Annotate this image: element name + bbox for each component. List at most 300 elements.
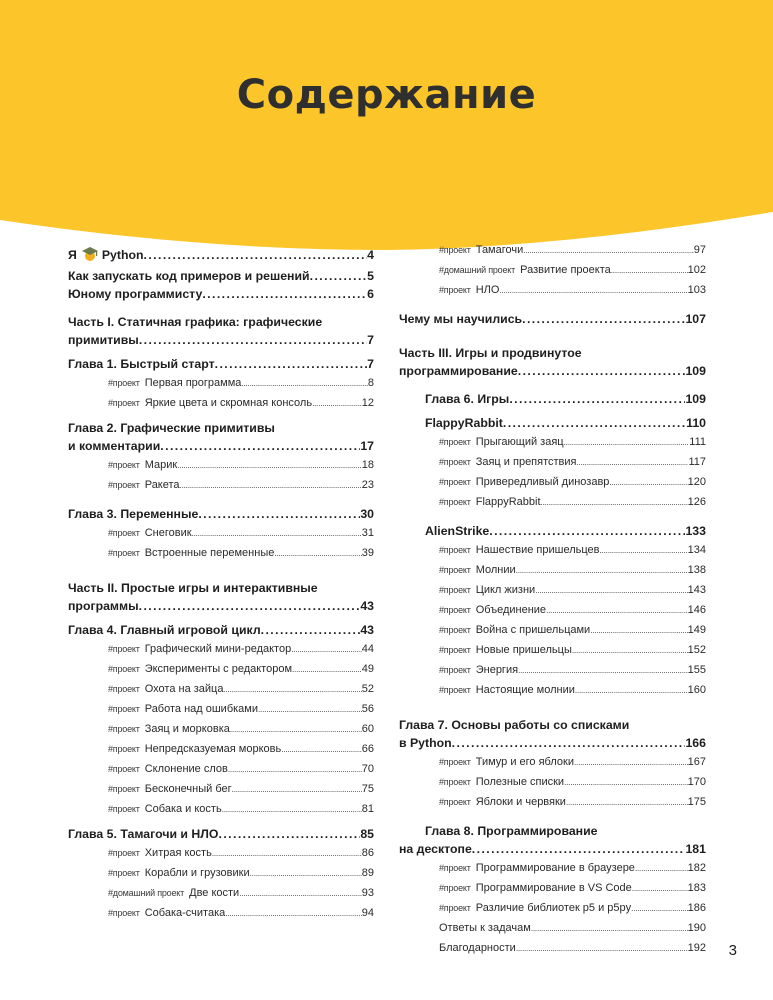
project-tag: #проект	[108, 548, 140, 558]
dot-leader	[177, 456, 362, 476]
toc-entry[interactable]	[68, 267, 374, 285]
entry-title-text: Различие библиотек p5 и p5py	[475, 902, 632, 914]
page-ref: 186	[687, 902, 706, 914]
entry-title-text: Новые пришельцы	[475, 644, 572, 656]
toc-section-heading[interactable]	[399, 822, 706, 858]
page-ref: 30	[360, 507, 374, 521]
project-tag: #проект	[108, 724, 140, 734]
toc-project-entry[interactable]	[108, 843, 374, 863]
entry-title	[439, 858, 635, 878]
toc-entry[interactable]	[68, 825, 374, 843]
entry-title: Юному программисту	[68, 287, 203, 301]
dot-leader	[312, 394, 362, 414]
dot-leader	[600, 541, 688, 561]
toc-project-entry[interactable]	[439, 620, 706, 640]
entry-title	[108, 393, 312, 413]
dot-leader	[215, 355, 368, 373]
page-ref: 120	[687, 476, 706, 488]
dot-leader	[225, 904, 362, 924]
page-ref: 109	[685, 364, 706, 378]
dot-leader	[518, 661, 688, 681]
entry-title: AlienStrike	[425, 524, 490, 538]
project-tag: #домашний проект	[439, 265, 516, 275]
toc-project-entry[interactable]	[108, 523, 374, 543]
entry-title-text: Молнии	[475, 564, 516, 576]
project-tag: #проект	[439, 645, 471, 655]
section-title-line1: Часть III. Игры и продвинутое	[399, 346, 582, 360]
entry-title	[108, 523, 192, 543]
entry-title	[439, 560, 516, 580]
toc-project-entry[interactable]	[439, 452, 706, 472]
toc-entry[interactable]	[68, 285, 374, 303]
toc-project-entry[interactable]	[108, 393, 374, 413]
entry-title	[108, 373, 241, 393]
entry-title	[108, 719, 230, 739]
entry-title-text: Тимур и его яблоки	[475, 756, 574, 768]
toc-project-entry[interactable]	[108, 759, 374, 779]
project-tag: #проект	[108, 460, 140, 470]
dot-leader	[228, 760, 362, 780]
toc-project-entry[interactable]	[108, 799, 374, 819]
entry-title	[439, 898, 631, 918]
page-ref: 152	[687, 644, 706, 656]
project-tag: #проект	[439, 545, 471, 555]
section-title-line2: программы	[68, 599, 139, 613]
project-tag: #проект	[108, 744, 140, 754]
toc-project-entry[interactable]	[439, 580, 706, 600]
entry-title	[108, 843, 212, 863]
page-ref: 70	[361, 763, 374, 775]
toc-project-entry[interactable]	[108, 373, 374, 393]
page-ref: 31	[361, 527, 374, 539]
dot-leader	[632, 879, 688, 899]
toc-project-entry[interactable]	[439, 280, 706, 300]
entry-title-text: Нашествие пришельцев	[475, 544, 600, 556]
page-ref: 43	[360, 623, 374, 637]
page-ref: 17	[360, 439, 374, 453]
entry-title	[439, 752, 574, 772]
toc-section-heading[interactable]	[68, 419, 374, 455]
toc-section-heading[interactable]	[399, 716, 706, 752]
toc-project-entry[interactable]	[108, 543, 374, 563]
dot-leader	[223, 680, 361, 700]
dot-leader	[564, 433, 690, 453]
toc-project-entry[interactable]	[108, 903, 374, 923]
page-ref: 49	[361, 663, 374, 675]
toc-project-entry[interactable]	[439, 858, 706, 878]
page-ref: 192	[687, 942, 706, 954]
entry-title-text: Настоящие молнии	[475, 684, 575, 696]
page-ref: 134	[687, 544, 706, 556]
toc-entry[interactable]	[68, 505, 374, 523]
toc-project-entry[interactable]	[439, 898, 706, 918]
section-title-line2: и комментарии	[68, 439, 161, 453]
dot-leader	[198, 505, 360, 523]
entry-title: Глава 3. Переменные	[68, 507, 199, 521]
toc-entry[interactable]	[425, 390, 706, 408]
toc-project-entry[interactable]	[439, 540, 706, 560]
page-ref: 138	[687, 564, 706, 576]
project-tag: #проект	[439, 285, 471, 295]
toc-entry[interactable]	[439, 918, 706, 938]
page-ref: 109	[685, 392, 706, 406]
entry-title	[108, 759, 228, 779]
entry-title-text: Цикл жизни	[475, 584, 536, 596]
entry-title	[439, 918, 531, 938]
page-ref: 103	[687, 284, 706, 296]
entry-title	[108, 659, 292, 679]
dot-leader	[144, 246, 368, 264]
project-tag: #проект	[439, 605, 471, 615]
toc-entry[interactable]	[399, 310, 706, 328]
dot-leader	[575, 681, 688, 701]
dot-leader	[281, 740, 362, 760]
section-title-line1: Часть I. Статичная графика: графические	[68, 315, 323, 329]
entry-title-text: Заяц и препятствия	[475, 456, 577, 468]
dot-leader	[509, 390, 685, 408]
page-ref: 133	[685, 524, 706, 538]
project-tag: #проект	[108, 398, 140, 408]
page-ref: 93	[361, 887, 374, 899]
entry-title	[108, 475, 180, 495]
page-ref: 102	[687, 264, 706, 276]
project-tag: #проект	[108, 378, 140, 388]
dot-leader	[139, 597, 361, 615]
entry-title	[108, 679, 223, 699]
entry-title	[108, 863, 250, 883]
project-tag: #проект	[439, 585, 471, 595]
dot-leader	[241, 374, 367, 394]
dot-leader	[274, 544, 361, 564]
entry-title	[439, 640, 572, 660]
dot-leader	[503, 414, 686, 432]
toc-project-entry[interactable]	[439, 432, 706, 452]
project-tag: #проект	[108, 804, 140, 814]
entry-title-text: Две кости	[189, 887, 240, 899]
toc-project-entry[interactable]	[108, 699, 374, 719]
dot-leader	[261, 621, 361, 639]
project-tag: #проект	[439, 665, 471, 675]
toc-project-entry[interactable]	[108, 639, 374, 659]
dot-leader	[292, 660, 362, 680]
entry-title-text: Графический мини-редактор	[144, 643, 292, 655]
entry-title-text: Тамагочи	[475, 244, 524, 256]
dot-leader	[523, 241, 693, 261]
entry-title-text: НЛО	[475, 284, 500, 296]
toc-project-entry[interactable]	[439, 772, 706, 792]
page-ref: 7	[367, 333, 374, 347]
entry-title: Глава 5. Тамагочи и НЛО	[68, 827, 219, 841]
toc-project-entry[interactable]	[439, 878, 706, 898]
page-ref: 183	[687, 882, 706, 894]
project-tag: #проект	[108, 764, 140, 774]
dot-leader	[230, 720, 362, 740]
page-ref: 23	[361, 479, 374, 491]
dot-leader	[590, 621, 687, 641]
entry-title-text: Объединение	[475, 604, 547, 616]
dot-leader	[546, 601, 688, 621]
entry-title	[108, 883, 239, 903]
entry-title: Как запускать код примеров и решений	[68, 269, 310, 283]
toc-project-entry[interactable]	[108, 719, 374, 739]
dot-leader	[531, 919, 688, 939]
entry-title-text: Яркие цвета и скромная консоль	[144, 397, 313, 409]
page-ref: 167	[687, 756, 706, 768]
entry-title	[439, 792, 566, 812]
page-title: Содержание	[236, 72, 537, 118]
toc-project-entry[interactable]	[439, 792, 706, 812]
dot-leader	[258, 700, 362, 720]
page-ref: 126	[687, 496, 706, 508]
entry-title-text: Ответы к задачам	[439, 922, 531, 934]
project-tag: #проект	[108, 664, 140, 674]
page-ref: 97	[693, 244, 706, 256]
entry-title-text: Хитрая кость	[144, 847, 212, 859]
project-tag: #проект	[439, 797, 471, 807]
toc-project-entry[interactable]	[108, 679, 374, 699]
entry-title-text: Программирование в VS Code	[475, 882, 632, 894]
dot-leader	[611, 261, 688, 281]
project-tag: #проект	[439, 777, 471, 787]
entry-title-text: Первая программа	[144, 377, 242, 389]
dot-leader	[180, 476, 362, 496]
project-tag: #проект	[108, 644, 140, 654]
toc-entry[interactable]	[68, 355, 374, 373]
project-tag: #проект	[108, 848, 140, 858]
dot-leader	[541, 493, 688, 513]
project-tag: #проект	[439, 565, 471, 575]
dot-leader	[250, 864, 362, 884]
section-title-line1: Глава 2. Графические примитивы	[68, 421, 275, 435]
entry-title: Глава 4. Главный игровой цикл	[68, 623, 261, 637]
project-tag: #проект	[108, 684, 140, 694]
page-ref: 8	[367, 377, 374, 389]
page-ref: 66	[361, 743, 374, 755]
toc-entry[interactable]	[439, 938, 706, 958]
project-tag: #проект	[439, 437, 471, 447]
entry-title-text: Привередливый динозавр	[475, 476, 610, 488]
entry-title	[108, 639, 291, 659]
page-ref: 175	[687, 796, 706, 808]
page-ref: 110	[686, 416, 706, 430]
toc-project-entry[interactable]	[108, 659, 374, 679]
entry-title: Чему мы научились	[399, 312, 523, 326]
toc-project-entry[interactable]	[439, 560, 706, 580]
dot-leader	[564, 773, 688, 793]
entry-title-part: Я	[68, 248, 77, 262]
section-title-line2: в Python	[399, 736, 452, 750]
page-ref: 56	[361, 703, 374, 715]
project-tag: #проект	[108, 868, 140, 878]
toc-project-entry[interactable]	[439, 240, 706, 260]
page-ref: 52	[361, 683, 374, 695]
dot-leader	[631, 899, 687, 919]
entry-title	[108, 903, 225, 923]
page-ref: 86	[361, 847, 374, 859]
entry-title-text: Программирование в браузере	[475, 862, 635, 874]
entry-title	[108, 455, 177, 475]
entry-title-text: Бесконечный бег	[144, 783, 232, 795]
page-ref: 60	[361, 723, 374, 735]
page-ref: 149	[687, 624, 706, 636]
entry-title: Глава 1. Быстрый старт	[68, 357, 215, 371]
project-tag: #домашний проект	[108, 888, 185, 898]
project-tag: #проект	[439, 497, 471, 507]
entry-title	[439, 878, 632, 898]
page-ref: 94	[361, 907, 374, 919]
entry-title-text: Ракета	[144, 479, 180, 491]
entry-title	[439, 660, 518, 680]
section-title-line1: Часть II. Простые игры и интерактивные	[68, 581, 318, 595]
page-ref: 4	[367, 248, 374, 262]
page-ref: 44	[361, 643, 374, 655]
dot-leader	[218, 825, 360, 843]
entry-title	[439, 580, 535, 600]
dot-leader	[232, 780, 362, 800]
entry-title	[439, 772, 564, 792]
dot-leader	[489, 522, 685, 540]
page-ref: 18	[361, 459, 374, 471]
entry-title-text: Эксперименты с редактором	[144, 663, 293, 675]
project-tag: #проект	[439, 477, 471, 487]
toc-project-entry[interactable]	[439, 492, 706, 512]
entry-title	[439, 432, 564, 452]
project-tag: #проект	[439, 903, 471, 913]
entry-title-text: Яблоки и червяки	[475, 796, 566, 808]
entry-title-text: Энергия	[475, 664, 519, 676]
section-title-line1: Глава 8. Программирование	[425, 824, 598, 838]
dot-leader	[452, 734, 686, 752]
dot-leader	[139, 331, 367, 349]
toc-project-entry[interactable]	[439, 600, 706, 620]
page-ref: 160	[687, 684, 706, 696]
entry-title	[439, 452, 577, 472]
dot-leader	[222, 800, 362, 820]
dot-leader	[566, 793, 688, 813]
toc-project-entry[interactable]	[439, 640, 706, 660]
dot-leader	[522, 310, 685, 328]
toc-project-entry[interactable]	[108, 863, 374, 883]
toc-project-entry[interactable]	[439, 260, 706, 280]
toc-project-entry[interactable]	[439, 752, 706, 772]
page-ref: 5	[367, 269, 374, 283]
dot-leader	[609, 473, 687, 493]
project-tag: #проект	[439, 457, 471, 467]
entry-title	[108, 799, 222, 819]
page-ref: 143	[687, 584, 706, 596]
page-ref: 12	[361, 397, 374, 409]
toc-entry[interactable]	[425, 522, 706, 540]
entry-title	[108, 543, 274, 563]
dot-leader	[518, 362, 686, 380]
entry-title	[439, 280, 499, 300]
entry-title	[439, 680, 575, 700]
entry-title-text: Собака-считака	[144, 907, 226, 919]
toc-entry[interactable]	[425, 414, 706, 432]
project-tag: #проект	[108, 908, 140, 918]
page-number: 3	[728, 942, 737, 959]
toc-right-column	[399, 240, 706, 958]
toc-project-entry[interactable]	[439, 680, 706, 700]
entry-title	[439, 240, 523, 260]
graduation-cap-icon	[81, 246, 99, 267]
page-ref: 166	[685, 736, 706, 750]
entry-title-text: Заяц и морковка	[144, 723, 230, 735]
dot-leader	[572, 641, 688, 661]
toc-entry[interactable]	[68, 246, 374, 267]
entry-title-text: Благодарности	[439, 942, 516, 954]
page-ref: 85	[360, 827, 374, 841]
dot-leader	[239, 884, 362, 904]
toc-section-heading[interactable]	[68, 579, 374, 615]
toc-section-heading[interactable]	[399, 344, 706, 380]
dot-leader	[516, 561, 688, 581]
page-ref: 75	[361, 783, 374, 795]
page-ref: 39	[361, 547, 374, 559]
toc-project-entry[interactable]	[108, 739, 374, 759]
page-ref: 7	[367, 357, 374, 371]
dot-leader	[535, 581, 687, 601]
section-title-line2: на десктопе	[399, 842, 472, 856]
entry-title	[439, 540, 600, 560]
page-ref: 111	[689, 436, 706, 448]
toc-entry[interactable]	[68, 621, 374, 639]
entry-title-text: Развитие проекта	[520, 264, 611, 276]
project-tag: #проект	[439, 863, 471, 873]
entry-title	[439, 600, 546, 620]
toc-section-heading[interactable]	[68, 313, 374, 349]
entry-title	[439, 492, 541, 512]
toc-project-entry[interactable]	[108, 475, 374, 495]
page-ref: 146	[687, 604, 706, 616]
entry-title-text: Встроенные переменные	[144, 547, 275, 559]
entry-title	[439, 472, 609, 492]
dot-leader	[212, 844, 362, 864]
entry-title	[68, 246, 144, 267]
entry-title-text: FlappyRabbit	[475, 496, 541, 508]
entry-title-text: Полезные списки	[475, 776, 565, 788]
project-tag: #проект	[439, 757, 471, 767]
entry-title: Глава 6. Игры	[425, 392, 510, 406]
project-tag: #проект	[439, 625, 471, 635]
page-ref: 155	[687, 664, 706, 676]
section-title-line2: примитивы	[68, 333, 139, 347]
page-ref: 170	[687, 776, 706, 788]
entry-title-text: Охота на зайца	[144, 683, 224, 695]
dot-leader	[516, 939, 688, 959]
dot-leader	[310, 267, 368, 285]
entry-title-text: Прыгающий заяц	[475, 436, 564, 448]
entry-title	[108, 699, 258, 719]
page-ref: 117	[688, 456, 706, 468]
entry-title	[439, 620, 590, 640]
entry-title: FlappyRabbit	[425, 416, 503, 430]
toc-project-entry[interactable]	[108, 455, 374, 475]
page-ref: 81	[361, 803, 374, 815]
toc-project-entry[interactable]	[108, 883, 374, 903]
project-tag: #проект	[108, 784, 140, 794]
entry-title-text: Марик	[144, 459, 178, 471]
toc-project-entry[interactable]	[108, 779, 374, 799]
dot-leader	[499, 281, 687, 301]
project-tag: #проект	[439, 883, 471, 893]
toc-project-entry[interactable]	[439, 660, 706, 680]
toc-project-entry[interactable]	[439, 472, 706, 492]
dot-leader	[202, 285, 367, 303]
dot-leader	[577, 453, 689, 473]
dot-leader	[192, 524, 362, 544]
header-band	[0, 0, 773, 260]
